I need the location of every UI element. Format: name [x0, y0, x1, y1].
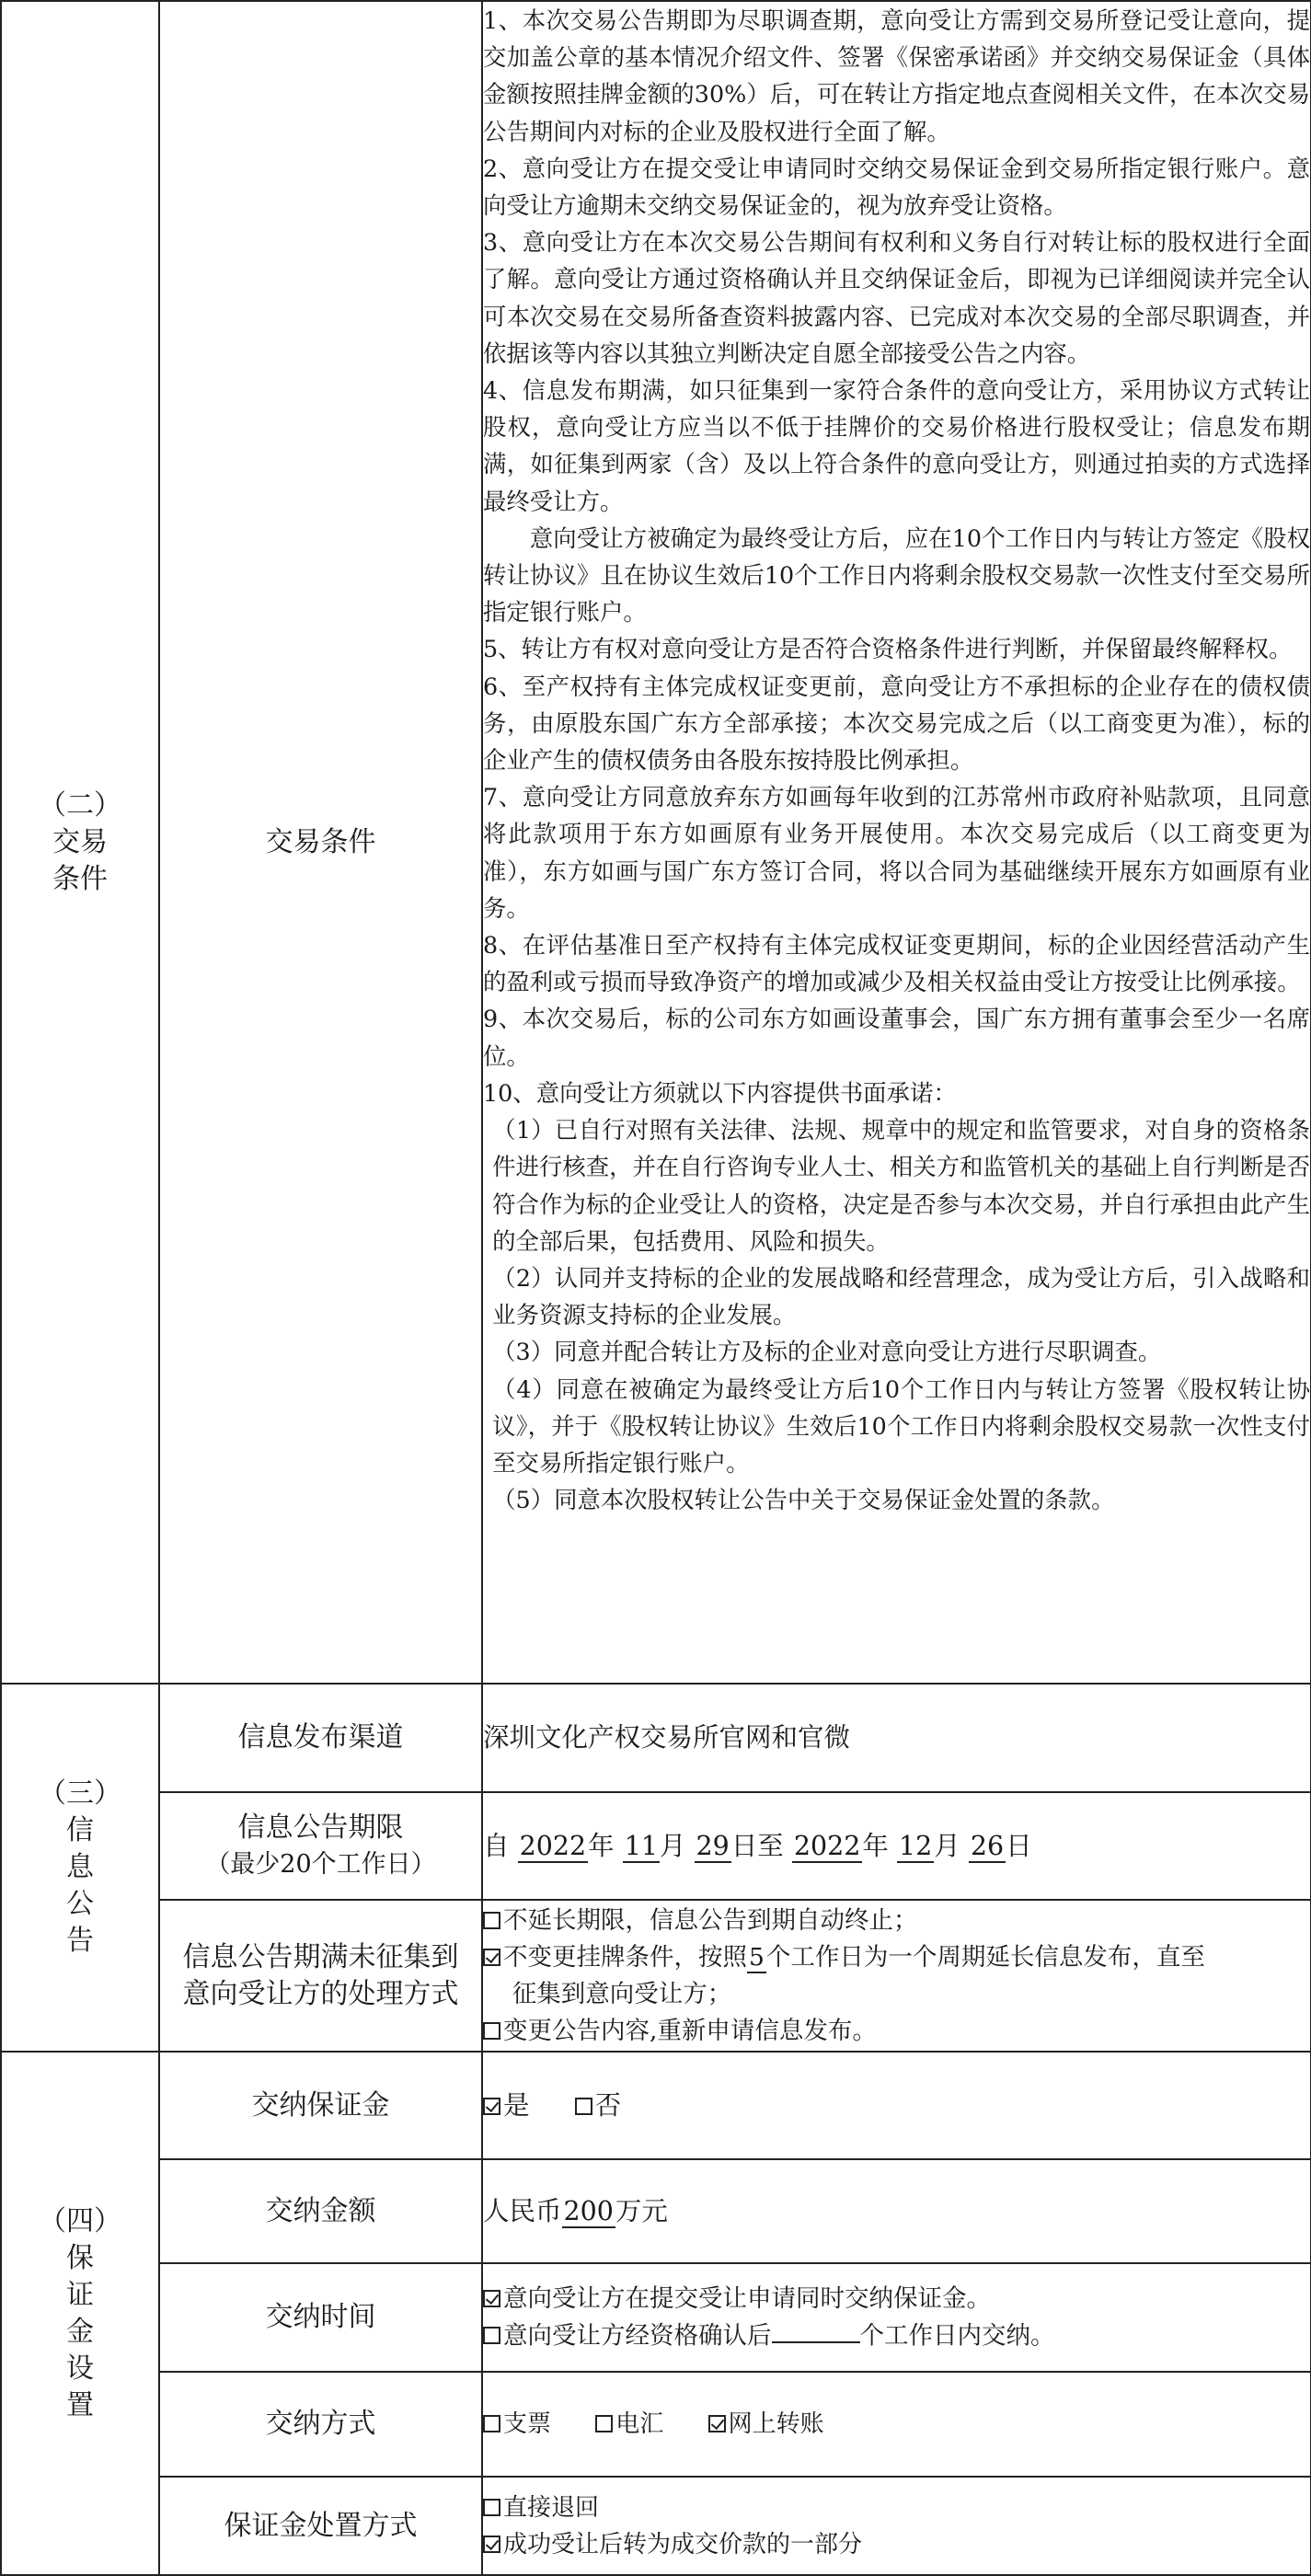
option-text: 电汇: [615, 2410, 664, 2438]
start-year: 2022: [519, 1830, 587, 1861]
deposit-time-label: 交纳时间: [159, 2263, 482, 2372]
condition-paragraph: 6、至产权持有主体完成权证变更前，意向受让方不承担标的企业存在的债权债务，由原股东国广东方全部承接；本次交易完成之后（以工商变更为准），标的企业产生的债权债务由各股东按持股比例承担。: [483, 672, 1310, 775]
section-3-label-line: 息: [66, 1851, 94, 1883]
deposit-no-option[interactable]: [575, 2090, 622, 2121]
row-info-period: [1, 1792, 1311, 1900]
section-2-label: [1, 1, 159, 1684]
row-deposit-method: [1, 2372, 1311, 2477]
condition-paragraph: 9、本次交易后，标的公司东方如画设董事会，国广东方拥有董事会至少一名席位。: [483, 1005, 1310, 1070]
end-month: 12: [898, 1830, 933, 1861]
expiry-option-2-continued: 征集到意向受让方；: [512, 1979, 732, 2008]
condition-paragraph: 4、信息发布期满，如只征集到一家符合条件的意向受让方，采用协议方式转让股权，意向受让方应当以不低于挂牌价的交易价格进行股权受让；信息发布期满，如征集到两家（含）及以上符合条件的意向受让方，则通过拍卖的方式选择最终受让方。: [483, 376, 1310, 515]
period-text: 月: [659, 1830, 686, 1861]
option-text: 意向受让方在提交受让申请同时交纳保证金。: [503, 2283, 991, 2313]
commitment-item: （5）同意本次股权转让公告中关于交易保证金处置的条款。: [492, 1486, 1115, 1514]
row-deposit-time: [1, 2263, 1311, 2372]
checkbox-icon[interactable]: [575, 2098, 592, 2115]
expiry-option-3[interactable]: [483, 2013, 1310, 2050]
row-info-channel: [1, 1684, 1311, 1792]
condition-paragraph: 意向受让方被确定为最终受让方后，应在10个工作日内与转让方签定《股权转让协议》且在协议生效后10个工作日内将剩余股权交易款一次性支付至交易所指定银行账户。: [483, 523, 1310, 627]
deposit-required-options: [482, 2052, 1311, 2159]
expiry-option-text: 不变更挂牌条件，按照: [503, 1942, 747, 1972]
period-text: 月: [934, 1830, 960, 1861]
section-2-label-line: 条件: [52, 862, 108, 895]
checkbox-checked-icon[interactable]: [483, 2536, 500, 2553]
checkbox-checked-icon[interactable]: [483, 2098, 500, 2115]
option-text: 直接退回: [503, 2493, 600, 2522]
section-4-label-line: 保: [66, 2241, 94, 2274]
condition-paragraph: 7、意向受让方同意放弃东方如画每年收到的江苏常州市政府补贴款项，且同意将此款项用于东方如画原有业务开展使用。本次交易完成后（以工商变更为准），东方如画与国广东方签订合同，将以合同为基础继续开展东方如画原有业务。: [483, 783, 1310, 922]
condition-paragraph: 8、在评估基准日至产权持有主体完成权证变更期间，标的企业因经营活动产生的盈利或亏损而导致净资产的增加或减少及相关权益由受让方按受让比例承接。: [483, 931, 1310, 996]
condition-paragraph: 3、意向受让方在本次交易公告期间有权利和义务自行对转让标的股权进行全面了解。意向受让方通过资格确认并且交纳保证金后，即视为已详细阅读并完全认可本次交易在交易所备查资料披露内容、已完成对本次交易的全部尽职调查，并依据该等内容以其独立判断决定自愿全部接受公告之内容。: [483, 228, 1310, 367]
checkbox-icon[interactable]: [483, 2327, 500, 2344]
transaction-conditions-label: 交易条件: [159, 1, 482, 1684]
expiry-option-2[interactable]: [483, 1939, 1310, 1976]
condition-paragraph: 5、转让方有权对意向受让方是否符合资格条件进行判断，并保留最终解释权。: [483, 635, 1293, 663]
transaction-conditions-content: [482, 1, 1311, 1684]
deposit-method-options: [482, 2372, 1311, 2477]
section-3-label: [1, 1684, 159, 2052]
section-3-label-line: 公: [66, 1888, 94, 1920]
commitment-item: （3）同意并配合转让方及标的企业对意向受让方进行尽职调查。: [492, 1338, 1162, 1366]
option-text: 个工作日内交纳。: [859, 2321, 1055, 2351]
checkbox-checked-icon[interactable]: [483, 1949, 500, 1966]
condition-paragraph: 2、意向受让方在提交受让申请同时交纳交易保证金到交易所指定银行账户。意向受让方逾期未交纳交易保证金的，视为放弃受让资格。: [483, 154, 1310, 220]
option-text: 意向受让方经资格确认后: [503, 2321, 772, 2351]
section-4-label-line: 金: [66, 2315, 94, 2348]
section-4-label-line: 置: [66, 2388, 94, 2421]
option-text: 网上转账: [728, 2410, 824, 2438]
method-check-option[interactable]: [483, 2410, 551, 2438]
period-text: 日: [1006, 1830, 1032, 1861]
row-deposit-required: [1, 2052, 1311, 2159]
deposit-amount-number: 200: [563, 2195, 614, 2226]
deposit-disposal-label: 保证金处置方式: [159, 2477, 482, 2575]
section-4-label-line: 证: [66, 2278, 94, 2311]
section-3-label-line: （三）: [39, 1777, 121, 1810]
period-text: 日至: [730, 1830, 784, 1861]
start-day: 29: [696, 1830, 730, 1861]
expiry-option-text: 个工作日为一个周期延长信息发布，直至: [765, 1942, 1205, 1972]
period-text: 自: [483, 1830, 510, 1861]
section-4-label: [1, 2052, 159, 2575]
condition-paragraph: 1、本次交易公告期即为尽职调查期，意向受让方需到交易所登记受让意向，提交加盖公章的基本情况介绍文件、签署《保密承诺函》并交纳交易保证金（具体金额按照挂牌金额的30%）后，可在转让方指定地点查阅相关文件，在本次交易公告期间内对标的企业及股权进行全面了解。: [483, 6, 1310, 145]
expiry-handling-options: [482, 1900, 1311, 2052]
checkbox-icon[interactable]: [483, 1912, 500, 1929]
blank-days-field[interactable]: [772, 2317, 860, 2344]
deposit-method-label: 交纳方式: [159, 2372, 482, 2477]
option-text: 成功受让后转为成交价款的一部分: [503, 2530, 863, 2559]
commitment-item: （4）同意在被确定为最终受让方后10个工作日内与转让方签署《股权转让协议》，并于《股权转让协议》生效后10个工作日内将剩余股权交易款一次性支付至交易所指定银行账户。: [492, 1374, 1310, 1477]
deposit-yes-option[interactable]: [483, 2090, 530, 2121]
deposit-amount-label: 交纳金额: [159, 2159, 482, 2263]
section-4-label-line: 设: [66, 2352, 94, 2385]
checkbox-icon[interactable]: [483, 2022, 500, 2040]
checkbox-icon[interactable]: [595, 2415, 613, 2432]
checkbox-checked-icon[interactable]: [483, 2290, 500, 2307]
commitment-item: （1）已自行对照有关法律、法规、规章中的规定和监管要求，对自身的资格条件进行核查，并在自行咨询专业人士、相关方和监管机关的基础上自行判断是否符合作为标的企业受让人的资格，决定是否参与本次交易，并自行承担由此产生的全部后果，包括费用、风险和损失。: [492, 1116, 1310, 1255]
period-text: 年: [588, 1830, 615, 1861]
option-text: 支票: [503, 2410, 552, 2438]
checkbox-icon[interactable]: [483, 2415, 500, 2432]
section-4-label-line: （四）: [39, 2204, 121, 2237]
option-text: 否: [594, 2089, 622, 2121]
info-channel-value: 深圳文化产权交易所官网和官微: [482, 1684, 1311, 1792]
row-expiry-handling: [1, 1900, 1311, 2052]
expiry-option-text: 不延长期限，信息公告到期自动终止；: [503, 1905, 918, 1935]
row-deposit-amount: [1, 2159, 1311, 2263]
commitment-item: （2）认同并支持标的企业的发展战略和经营理念，成为受让方后，引入战略和业务资源支持标的企业发展。: [492, 1263, 1310, 1329]
end-year: 2022: [793, 1830, 861, 1861]
period-text: 年: [862, 1830, 889, 1861]
deposit-time-option-1[interactable]: [483, 2281, 1310, 2317]
disposal-option-1[interactable]: [483, 2490, 1310, 2526]
expiry-option-1[interactable]: [483, 1903, 1310, 1939]
extension-days: 5: [749, 1942, 765, 1972]
end-day: 26: [970, 1830, 1005, 1861]
checkbox-icon[interactable]: [483, 2499, 500, 2516]
method-online-option[interactable]: [708, 2410, 824, 2438]
info-channel-label: 信息发布渠道: [159, 1684, 482, 1792]
condition-paragraph: 10、意向受让方须就以下内容提供书面承诺：: [483, 1078, 957, 1107]
row-deposit-disposal: [1, 2477, 1311, 2575]
expiry-option-text: 变更公告内容,重新申请信息发布。: [503, 2016, 877, 2045]
deposit-time-options: [482, 2263, 1311, 2372]
amount-text: 人民币: [483, 2195, 562, 2226]
section-3-label-line: 信: [66, 1814, 94, 1846]
method-wire-option[interactable]: [595, 2410, 663, 2438]
info-period-label: [159, 1792, 482, 1900]
section-2-label-line: （二）: [39, 788, 121, 822]
info-period-label-text: 信息公告期限: [237, 1811, 404, 1844]
checkbox-checked-icon[interactable]: [708, 2415, 726, 2432]
deposit-required-label: 交纳保证金: [159, 2052, 482, 2159]
option-text: 是: [503, 2089, 530, 2121]
expiry-handling-label: 信息公告期满未征集到意向受让方的处理方式: [159, 1900, 482, 2052]
section-2-label-line: 交易: [52, 825, 108, 858]
section-3-label-line: 告: [66, 1925, 94, 1957]
info-period-value: [482, 1792, 1311, 1900]
start-month: 11: [624, 1830, 658, 1861]
info-period-label-sub: （最少20个工作日）: [205, 1849, 436, 1879]
deposit-time-option-2[interactable]: [483, 2317, 1310, 2355]
row-transaction-conditions: [1, 1, 1311, 1684]
deposit-disposal-options: [482, 2477, 1311, 2575]
deposit-amount-value: [482, 2159, 1311, 2263]
disposal-option-2[interactable]: [483, 2526, 1310, 2563]
amount-text: 万元: [615, 2195, 668, 2226]
